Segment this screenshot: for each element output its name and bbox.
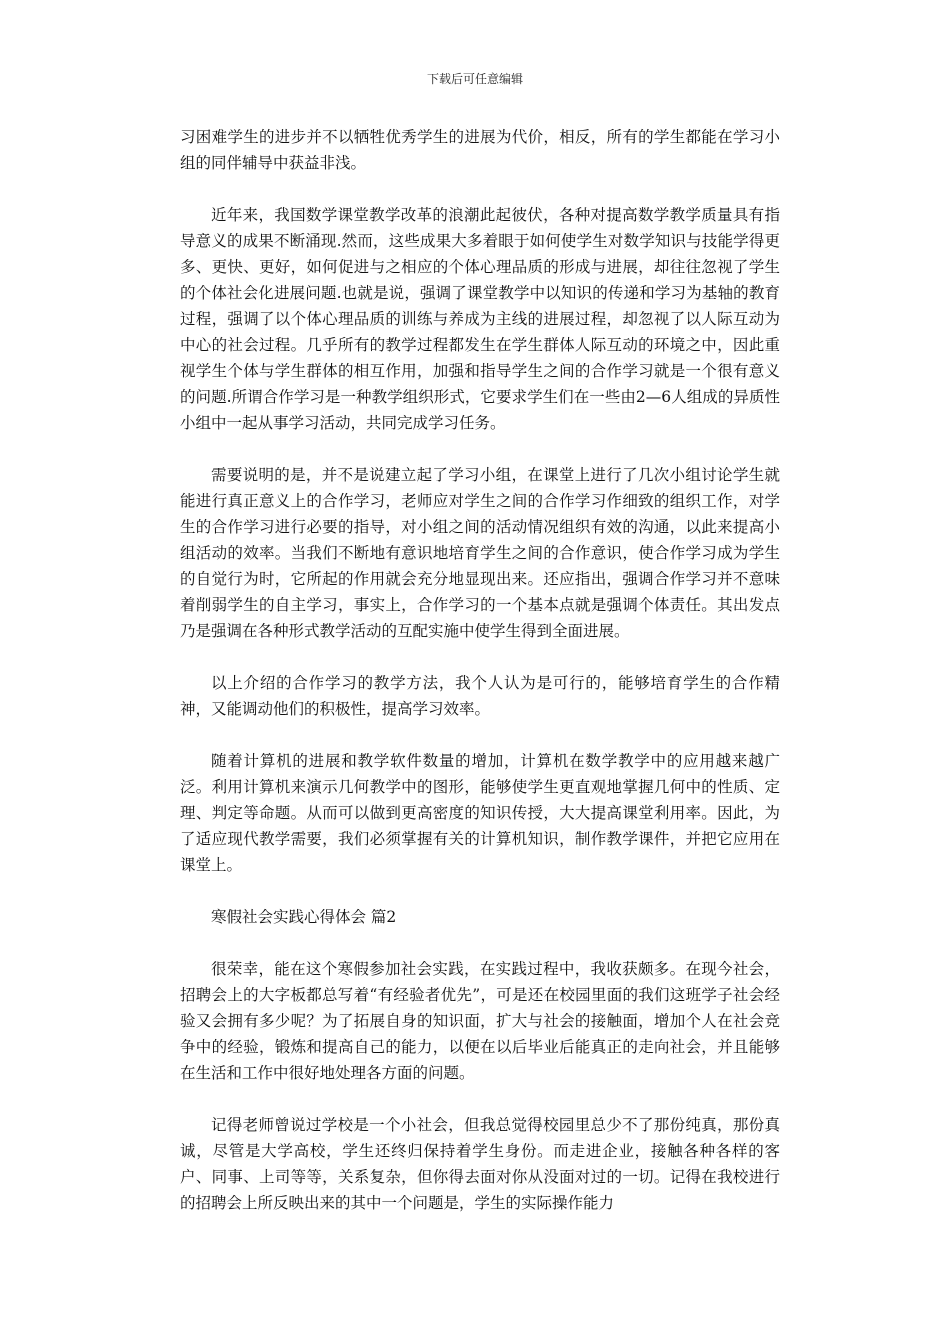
paragraph: 近年来，我国数学课堂教学改革的浪潮此起彼伏，各种对提高数学教学质量具有指导意义的成果不断涌现.然而，这些成果大多着眼于如何使学生对数学知识与技能学得更多、更快、更好，如何促进与之相应的个体心理品质的形成与进展，却往往忽视了学生的个体社会化进展问题.也就是说，强调了课堂教学中以知识的传递和学习为基轴的教育过程，强调了以个体心理品质的训练与养成为主线的进展过程，却忽视了以人际互动为中心的社会过程。几乎所有的教学过程都发生在学生群体人际互动的环境之中，因此重视学生个体与学生群体的相互作用，加强和指导学生之间的合作学习就是一个很有意义的问题.所谓合作学习是一种教学组织形式，它要求学生们在一些由2—6人组成的异质性小组中一起从事学习活动，共同完成学习任务。: [180, 206, 780, 432]
paragraph: 记得老师曾说过学校是一个小社会，但我总觉得校园里总少不了那份纯真，那份真诚，尽管是大学高校，学生还终归保持着学生身份。而走进企业，接触各种各样的客户、同事、上司等等，关系复杂，但你得去面对你从没面对过的一切。记得在我校进行的招聘会上所反映出来的其中一个问题是，学生的实际操作能力: [180, 1116, 780, 1212]
paragraph: 以上介绍的合作学习的教学方法，我个人认为是可行的，能够培育学生的合作精神，又能调动他们的积极性，提高学习效率。: [180, 674, 780, 718]
section-title: 寒假社会实践心得体会 篇2: [211, 908, 397, 926]
page-header: 下载后可任意编辑: [426, 72, 523, 86]
paragraph: 需要说明的是，并不是说建立起了学习小组，在课堂上进行了几次小组讨论学生就能进行真正意义上的合作学习，老师应对学生之间的合作学习作细致的组织工作，对学生的合作学习进行必要的指导，对小组之间的活动情况组织有效的沟通，以此来提高小组活动的效率。当我们不断地有意识地培育学生之间的合作意识，使合作学习成为学生的自觉行为时，它所起的作用就会充分地显现出来。还应指出，强调合作学习并不意味着削弱学生的自主学习，事实上，合作学习的一个基本点就是强调个体责任。其出发点乃是强调在各种形式教学活动的互配实施中使学生得到全面进展。: [180, 466, 780, 640]
paragraph: 很荣幸，能在这个寒假参加社会实践，在实践过程中，我收获颇多。在现今社会，招聘会上的大字板都总写着“有经验者优先”，可是还在校园里面的我们这班学子社会经验又会拥有多少呢？为了拓展自身的知识面，扩大与社会的接触面，增加个人在社会竞争中的经验，锻炼和提高自己的能力，以便在以后毕业后能真正的走向社会，并且能够在生活和工作中很好地处理各方面的问题。: [180, 960, 780, 1082]
paragraph-continued: 习困难学生的进步并不以牺牲优秀学生的进展为代价，相反，所有的学生都能在学习小组的同伴辅导中获益非浅。: [180, 128, 780, 172]
paragraph: 随着计算机的进展和教学软件数量的增加，计算机在数学教学中的应用越来越广泛。利用计算机来演示几何教学中的图形，能够使学生更直观地掌握几何中的性质、定理、判定等命题。从而可以做到更高密度的知识传授，大大提高课堂利用率。因此，为了适应现代教学需要，我们必须掌握有关的计算机知识，制作教学课件，并把它应用在课堂上。: [180, 752, 780, 874]
document-body: [180, 124, 780, 1242]
